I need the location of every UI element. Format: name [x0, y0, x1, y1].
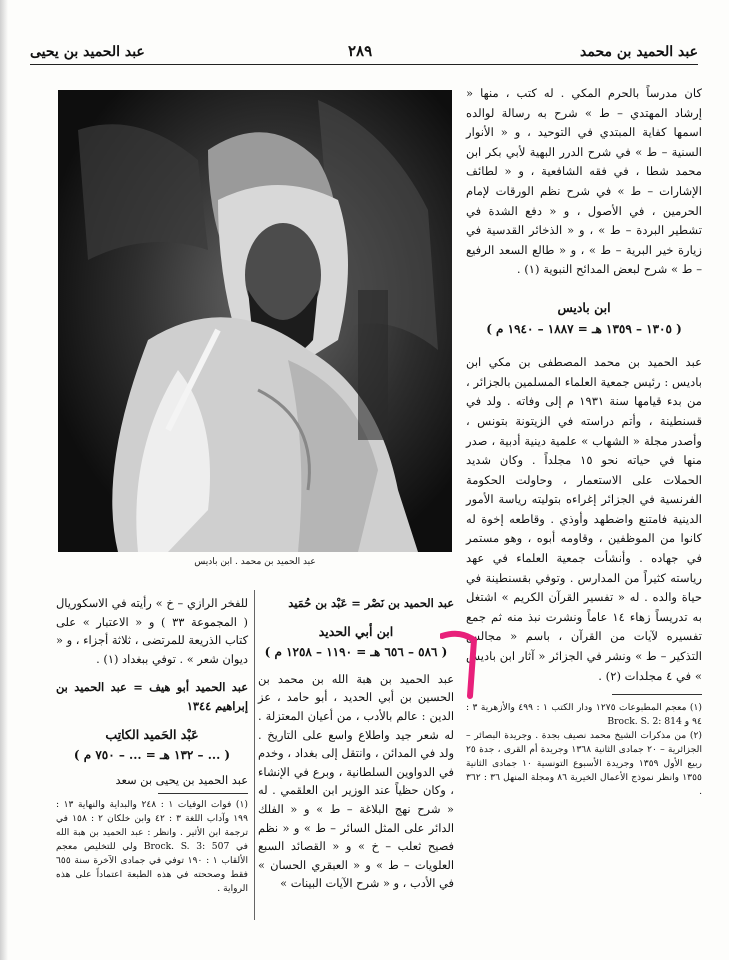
column-divider: [254, 590, 255, 920]
portrait-caption: عبد الحميد بن محمد . ابن باديس: [194, 557, 316, 567]
running-header: [30, 40, 698, 66]
footnote-left: (١) فوات الوفيات ١ : ٢٤٨ والبداية والنهاية ١٣ : ١٩٩ وآداب اللغة ٣ : ٤٢ وابن خلكان ٢ : ١٥٨ في ترجمة ابن الأثير . وانظر : عبد الحميد بن هبة الله في Brock. S. 3: 507 ولي للتخليص معجم الألقاب ١ : ١٩٠ توفي في جمادى الآخرة سنة ٦٥٥ فقط وصححته في هذه الطبعة اعتماداً على هذه الرواية .: [56, 799, 249, 895]
entry-text-ibn-badis: عبد الحميد بن محمد المصطفى بن مكي ابن باديس : رئيس جمعية العلماء المسلمين بالجزائر ، من بدء قيامها سنة ١٩٣١ م إلى وفاته . ولد في قسنطينة ، وأتم دراسته في الزيتونة بتونس ، وأصدر مجلة « الشهاب » علمية دينية أدبية ، صدر منها في حياته نحو ١٥ مجلداً . وكان شديد الحملات على الاستعمار ، وحاولت الحكومة الفرنسية في الجزائر إغراءه بتوليته رياسة الأمور الدينية فامتنع واضطهد وأوذي . وقاطعه إخوة له كانوا من الموظفين ، وقاومه أبوه ، وهو مستمر في جهاده . وأنشأت جمعية العلماء في عهد رياسته كثيراً من المدارس . وتوفي بقسنطينة في حياة والده . له « تفسير القرآن الكريم » اشتغل به تدريساً زهاء ١٤ عاماً ونشرت نبذ منه ثم جمع تفسيره لآيات من القرآن ، باسم « مجالس التذكير – ط » ونشر في الجزائر « آثار ابن باديس » في ٤ مجلدات (٢) .: [466, 355, 703, 683]
portrait-image: [58, 90, 452, 552]
middle-column: [258, 594, 454, 893]
entry-heading-ibn-badis: ابن باديس: [557, 299, 611, 315]
entry-text-al-katib: عبد الحميد بن يحيى بن سعد: [115, 772, 248, 787]
continued-text-ibn-abi-al-hadid: للفخر الرازي – خ » رأيته في الاسكوريال ( المجموعة ٣٣ ) و « الاعتبار » على كتاب الذريعة للمرتضى ، ثلاثة أجزاء ، و « ديوان شعر » . توفي ببغداد (١) .: [56, 596, 248, 666]
cross-reference-ibn-nasr: عبد الحميد بن نَصْر = عَبْد بن حُمَيد: [288, 596, 454, 610]
entry-heading-ibn-abi-al-hadid: ابن أبي الحديد: [318, 623, 394, 639]
highlight-marker-stroke: [440, 630, 480, 700]
entry-dates-al-katib: ( ... – ١٣٢ هـ = ... – ٧٥٠ م ): [73, 748, 231, 763]
footnote-rule-left: [158, 793, 248, 794]
entry-heading-al-katib: عَبْد الحَميد الكاتِب: [105, 726, 199, 742]
continued-entry-text: كان مدرساً بالحرم المكي . له كتب ، منها « إرشاد المهتدي – ط » شرح به رسالة لوالده اسمها كفاية المبتدي في التوحيد ، و « الأنوار السنية – ط » في شرح الدرر البهية لأبي بكر ابن محمد شطا ، في فقه الشافعية ، و « لطائف الإشارات – ط » في شرح نظم الورقات لإمام الحرمين ، في الأصول ، و « دفع الشدة في تشطير البردة – ط » ، و « الذخائر القدسية في زيارة خير البرية – ط » ، و « طالع السعد الرفيع – ط » شرح لبعض المدائح النبوية (١) .: [466, 86, 702, 277]
portrait-drawing: [58, 90, 452, 552]
right-column: [466, 84, 702, 799]
page-number: ٢٨٩: [348, 42, 373, 60]
footnote-2: (٢) من مذكرات الشيخ محمد نصيف بجدة . وجريدة البصائر – الجزائرية – ٢٠ جمادى الثانية ١٣٦٨ وجريدة أم القرى ، جدة ٢٥ ربيع الأول ١٣٥٩ وجريدة الأسبوع التونسية ١٠ جمادى الثانية ١٣٥٥ وانظر نموذج الأعمال الخيرية ٨٦ ومجلة المنهل ٣٦ : ٣٦٢ .: [466, 730, 703, 798]
cross-reference-abu-hayf: عبد الحميد أبو هيف = عبد الحميد بن إبراهيم ١٣٤٤: [56, 680, 248, 713]
header-title-left: عبد الحميد بن يحيى: [30, 44, 145, 60]
header-title-right: عبد الحميد بن محمد: [580, 44, 698, 60]
entry-dates-ibn-abi-al-hadid: ( ٥٨٦ – ٦٥٦ هـ = ١١٩٠ – ١٢٥٨ م ): [264, 645, 448, 660]
header-rule: [30, 64, 698, 65]
entry-dates-ibn-badis: ( ١٣٠٥ – ١٣٥٩ هـ = ١٨٨٧ – ١٩٤٠ م ): [486, 321, 682, 336]
left-column: [56, 594, 248, 896]
entry-text-ibn-abi-al-hadid: عبد الحميد بن هبة الله بن محمد بن الحسين بن أبي الحديد ، أبو حامد ، عز الدين : عالم بالأدب ، من أعيان المعتزلة . له شعر جيد واطلاع واسع على التاريخ . ولد في المدائن ، وانتقل إلى بغداد ، وخدم في الدواوين السلطانية ، وبرع في الإنشاء ، وكان حظياً عند الوزير ابن العلقمي . له « شرح نهج البلاغة – ط » و « الفلك الدائر على المثل السائر – ط » و « نظم فصيح ثعلب – خ » و « القصائد السبع العلويات – ط » و « العبقري الحسان » في الأدب ، و « شرح الآيات البينات »: [258, 671, 454, 891]
footnote-rule: [612, 694, 702, 695]
scan-edge-shadow: [0, 0, 8, 960]
footnote-1: (١) معجم المطبوعات ١٢٧٥ ودار الكتب ١ : ٤٩٩ والأزهرية ٣ : ٩٤ و Brock. S. 2: 814: [466, 702, 702, 728]
